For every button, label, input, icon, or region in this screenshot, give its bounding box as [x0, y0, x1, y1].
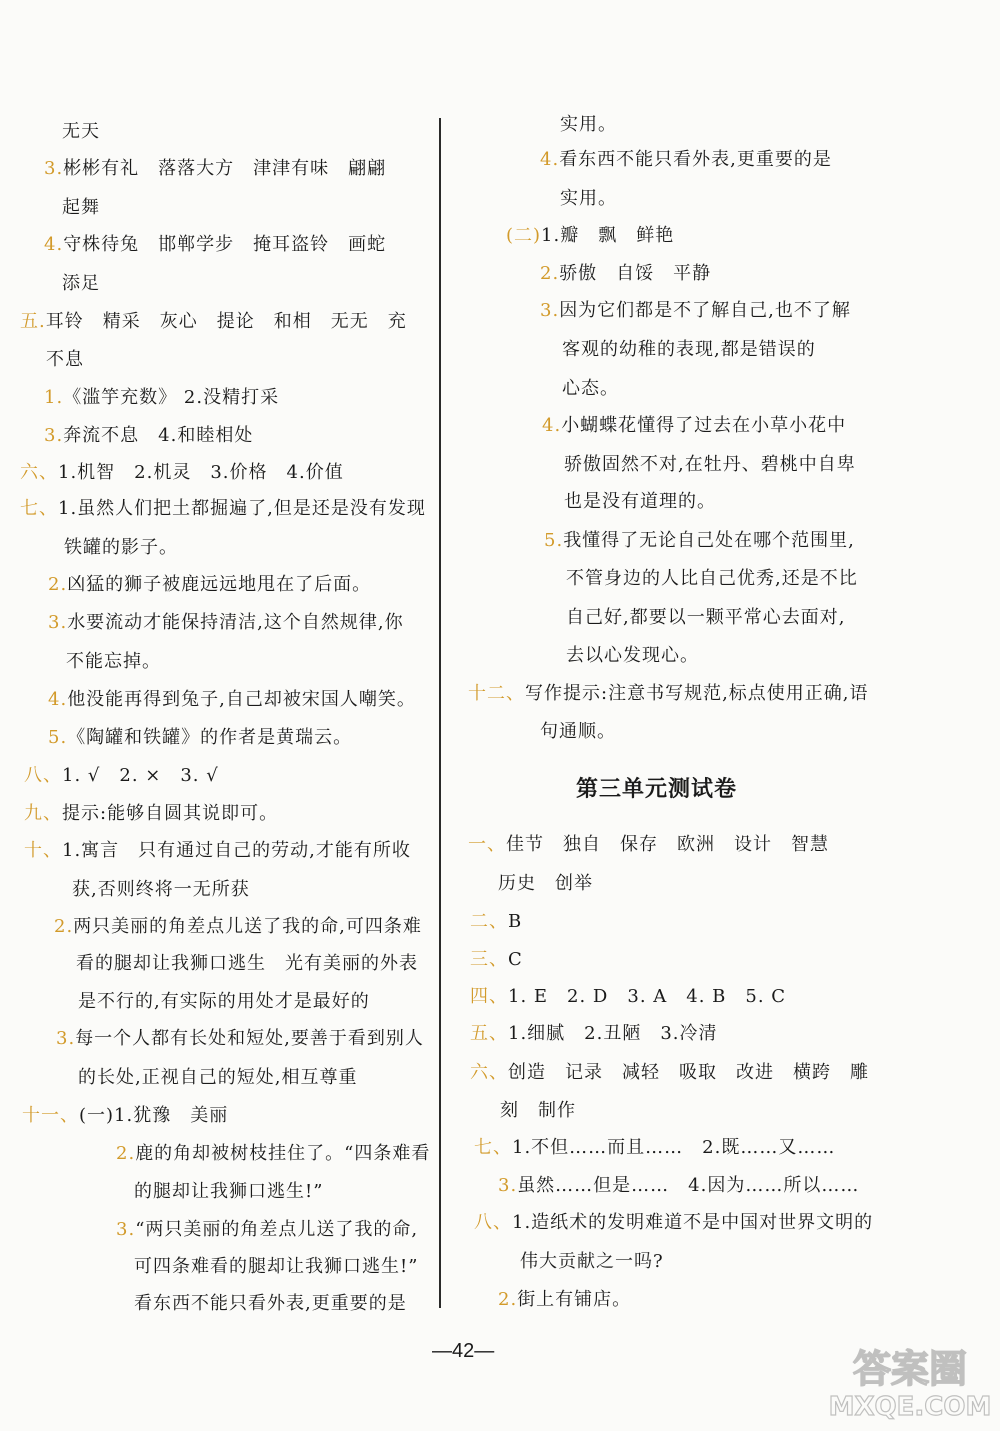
left-line-10: 六、1.机智 2.机灵 3.价格 4.价值: [20, 462, 344, 483]
unit3-line-11: 八、1.造纸术的发明难道不是中国对世界文明的: [474, 1212, 874, 1233]
left-line-32: 看东西不能只看外表,更重要的是: [134, 1293, 407, 1314]
right-line-16: 十二、写作提示:注意书写规范,标点使用正确,语: [468, 683, 869, 704]
left-line-2: 3.彬彬有礼 落落大方 津津有味 翩翩: [44, 158, 387, 179]
unit3-line-7: 六、创造 记录 减轻 吸取 改进 横跨 雕: [470, 1062, 869, 1083]
unit3-line-6: 五、1.细腻 2.丑陋 3.冷清: [470, 1023, 718, 1044]
right-line-17: 句通顺。: [540, 721, 616, 742]
right-line-13: 不管身边的人比自己优秀,还是不比: [566, 568, 858, 589]
unit3-line-3: 二、B: [470, 911, 523, 932]
unit3-line-9: 七、1.不但……而且…… 2.既……又……: [474, 1137, 836, 1158]
left-line-22: 2.两只美丽的角差点儿送了我的命,可四条难: [54, 916, 422, 937]
left-line-12: 铁罐的影子。: [64, 537, 178, 558]
left-line-18: 八、1. √ 2. × 3. √: [24, 765, 219, 786]
unit3-line-12: 伟大贡献之一吗?: [520, 1251, 664, 1272]
left-line-26: 的长处,正视自己的短处,相互尊重: [78, 1067, 358, 1088]
page-number: —42—: [432, 1340, 495, 1362]
left-line-3: 起舞: [62, 197, 100, 218]
left-line-17: 5.《陶罐和铁罐》的作者是黄瑞云。: [48, 727, 353, 748]
right-line-4: (二)1.瓣 飘 鲜艳: [506, 225, 675, 246]
unit3-line-1: 一、佳节 独自 保存 欧洲 设计 智慧: [468, 834, 829, 855]
left-line-21: 获,否则终将一无所获: [72, 879, 250, 900]
right-line-9: 4.小蝴蝶花懂得了过去在小草小花中: [542, 415, 847, 436]
unit3-line-13: 2.街上有铺店。: [498, 1289, 632, 1310]
left-line-28: 2.鹿的角却被树枝挂住了。“四条难看: [116, 1143, 431, 1164]
right-line-6: 3.因为它们都是不了解自己,也不了解: [540, 300, 851, 321]
left-line-6: 五.耳铃 精采 灰心 提论 和相 无无 充: [20, 311, 407, 332]
left-line-5: 添足: [62, 273, 100, 294]
left-line-31: 可四条难看的腿却让我狮口逃生!”: [134, 1256, 419, 1277]
left-line-23: 看的腿却让我狮口逃生 光有美丽的外表: [76, 953, 418, 974]
unit3-line-8: 刻 制作: [500, 1100, 576, 1121]
left-line-29: 的腿却让我狮口逃生!”: [134, 1181, 324, 1202]
left-line-4: 4.守株待兔 邯郸学步 掩耳盗铃 画蛇: [44, 234, 387, 255]
left-line-11: 七、1.虽然人们把土都掘遍了,但是还是没有发现: [20, 498, 426, 519]
right-line-12: 5.我懂得了无论自己处在哪个范围里,: [544, 530, 855, 551]
left-line-20: 十、1.寓言 只有通过自己的劳动,才能有所收: [24, 840, 411, 861]
left-line-19: 九、提示:能够自圆其说即可。: [24, 803, 279, 824]
left-line-15: 不能忘掉。: [66, 651, 161, 672]
right-line-15: 去以心发现心。: [566, 645, 699, 666]
left-line-7: 不息: [46, 349, 84, 370]
right-line-10: 骄傲固然不对,在牡丹、碧桃中自卑: [564, 454, 856, 475]
unit3-line-10: 3.虽然……但是…… 4.因为……所以……: [498, 1175, 860, 1196]
svg-text:答案圈: 答案圈: [852, 1347, 968, 1391]
unit3-line-5: 四、1. E 2. D 3. A 4. B 5. C: [470, 986, 787, 1007]
right-line-7: 客观的幼稚的表现,都是错误的: [562, 339, 816, 360]
left-line-24: 是不行的,有实际的用处才是最好的: [78, 991, 370, 1012]
watermark-logo: [830, 1330, 990, 1425]
left-line-30: 3.“两只美丽的角差点儿送了我的命,: [116, 1219, 419, 1240]
column-divider: [439, 118, 441, 1308]
right-line-5: 2.骄傲 自馁 平静: [540, 263, 712, 284]
left-line-14: 3.水要流动才能保持清洁,这个自然规律,你: [48, 612, 404, 633]
right-line-3: 实用。: [560, 188, 617, 209]
unit3-line-4: 三、C: [470, 949, 523, 970]
right-line-2: 4.看东西不能只看外表,更重要的是: [540, 149, 832, 170]
left-line-16: 4.他没能再得到兔子,自己却被宋国人嘲笑。: [48, 689, 416, 710]
unit3-line-2: 历史 创举: [498, 873, 593, 894]
svg-text:MXQE.COM: MXQE.COM: [830, 1392, 990, 1422]
left-line-1: 无天: [62, 121, 100, 142]
left-line-27: 十一、(一)1.犹豫 美丽: [22, 1105, 229, 1126]
left-line-8: 1.《滥竽充数》 2.没精打采: [44, 387, 280, 408]
right-line-14: 自己好,都要以一颗平常心去面对,: [566, 607, 846, 628]
left-line-13: 2.凶猛的狮子被鹿远远地甩在了后面。: [48, 574, 372, 595]
right-line-11: 也是没有道理的。: [564, 491, 716, 512]
section-heading: 第三单元测试卷: [576, 777, 738, 802]
left-line-9: 3.奔流不息 4.和睦相处: [44, 425, 254, 446]
left-line-25: 3.每一个人都有长处和短处,要善于看到别人: [56, 1028, 424, 1049]
right-line-8: 心态。: [562, 378, 619, 399]
right-line-1: 实用。: [560, 114, 617, 135]
